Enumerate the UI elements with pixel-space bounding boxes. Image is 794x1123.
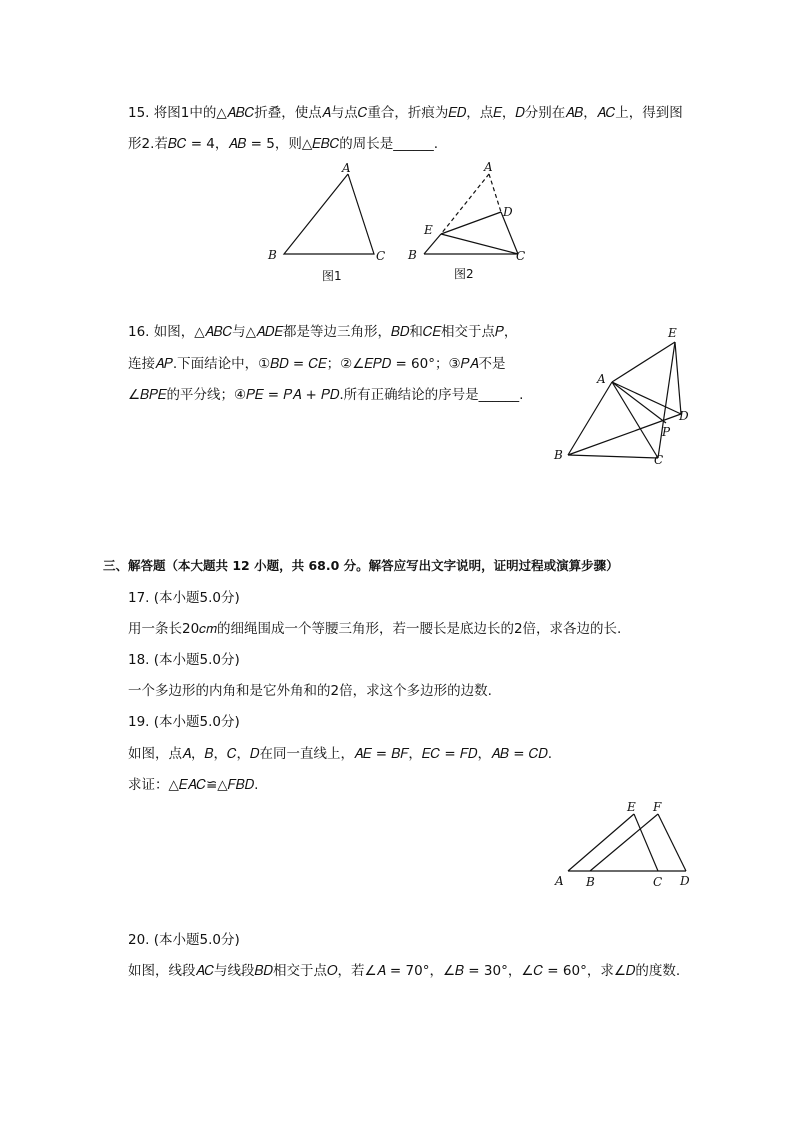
q18-head: 18. (本小题5.0分) (128, 652, 240, 668)
q16-label-c: C (654, 453, 664, 467)
q16-label-d: D (679, 409, 689, 423)
q19-label-a: A (555, 874, 564, 888)
fig2-caption: 图2 (454, 267, 474, 281)
q19-label-c: C (653, 875, 663, 889)
q19-figure (550, 798, 700, 893)
q16-text-line3: ∠𝐵𝑃𝐸的平分线；④𝑃𝐸 = 𝑃𝐴 + 𝑃𝐷.所有正确结论的序号是______. (128, 387, 524, 403)
fig1-label-a: A (342, 161, 351, 175)
fig1-triangle (284, 174, 374, 254)
fig2-label-e: E (424, 223, 433, 237)
q15-figure-1 (260, 160, 400, 285)
fig1-caption: 图1 (322, 269, 342, 283)
q15-figure-2 (400, 158, 540, 283)
fig1-label-c: C (376, 249, 386, 263)
q19-label-b: B (586, 875, 595, 889)
q19-body1: 如图，点𝐴，𝐵，𝐶，𝐷在同一直线上，𝐴𝐸 = 𝐵𝐹，𝐸𝐶 = 𝐹𝐷，𝐴𝐵 = 𝐶𝐷. (128, 746, 553, 762)
q20-body: 如图，线段𝐴𝐶与线段𝐵𝐷相交于点𝑂，若∠𝐴 = 70°，∠𝐵 = 30°，∠𝐶 = 60°，求∠𝐷的度数. (128, 963, 681, 979)
q15-text-line1: 15. 将图1中的△𝐴𝐵𝐶折叠，使点𝐴与点𝐶重合，折痕为𝐸𝐷，点𝐸，𝐷分别在𝐴𝐵，𝐴𝐶上，得到图 (128, 105, 683, 121)
q16-text-line2: 连接𝐴𝑃.下面结论中，①𝐵𝐷 = 𝐶𝐸；②∠𝐸𝑃𝐷 = 60°；③𝑃𝐴不是 (128, 356, 506, 372)
q19-label-e: E (627, 800, 636, 814)
section-title: 三、解答题（本大题共 12 小题，共 68.0 分。解答应写出文字说明，证明过程或演算步骤） (103, 558, 619, 573)
q19-label-f: F (653, 800, 662, 814)
q16-label-e: E (668, 326, 677, 340)
fig2-label-d: D (503, 205, 513, 219)
q19-body2: 求证：△𝐸𝐴𝐶≌△𝐹𝐵𝐷. (128, 777, 259, 793)
q19-label-d: D (680, 874, 690, 888)
fig2-label-b: B (408, 248, 417, 262)
q16-text-line1: 16. 如图，△𝐴𝐵𝐶与△𝐴𝐷𝐸都是等边三角形，𝐵𝐷和𝐶𝐸相交于点𝑃， (128, 324, 518, 340)
fig1-label-b: B (268, 248, 277, 262)
q17-body: 用一条长20𝑐𝑚的细绳围成一个等腰三角形，若一腰长是底边长的2倍，求各边的长. (128, 621, 622, 637)
q18-body: 一个多边形的内角和是它外角和的2倍，求这个多边形的边数. (128, 683, 492, 699)
q17-head: 17. (本小题5.0分) (128, 590, 240, 606)
q16-label-b: B (554, 448, 563, 462)
q16-label-a: A (597, 372, 606, 386)
fig2-label-a: A (484, 160, 493, 174)
q19-head: 19. (本小题5.0分) (128, 714, 240, 730)
q15-text-line2: 形2.若𝐵𝐶 = 4，𝐴𝐵 = 5，则△𝐸𝐵𝐶的周长是______. (128, 136, 439, 152)
q16-figure (550, 322, 700, 472)
q20-head: 20. (本小题5.0分) (128, 932, 240, 948)
fig2-label-c: C (516, 249, 526, 263)
q16-label-p: P (662, 425, 671, 439)
